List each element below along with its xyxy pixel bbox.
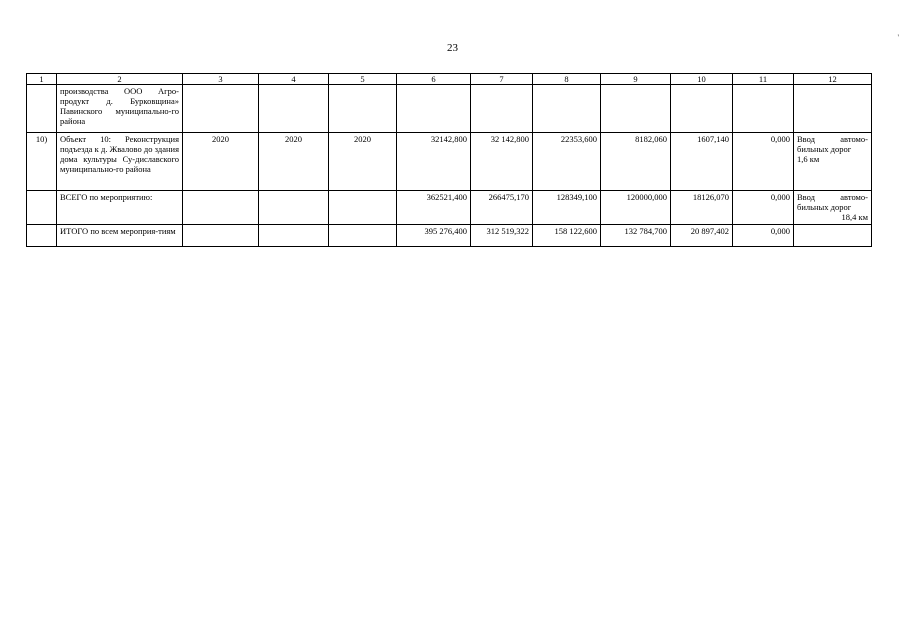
description-cell: ВСЕГО по мероприятию:: [57, 191, 183, 225]
cell-col9: 132 784,700: [601, 225, 671, 247]
col-header-10: 10: [671, 74, 733, 85]
description-cell: ИТОГО по всем мероприя-тиям: [57, 225, 183, 247]
cell-col5: [329, 85, 397, 133]
cell-col3: 2020: [183, 133, 259, 191]
cell-col3: [183, 85, 259, 133]
cell-col11: 0,000: [733, 191, 794, 225]
cell-col6: 32142,800: [397, 133, 471, 191]
description-cell: производства ООО Агро-продукт д. Бурковщина» Павинского муниципально-го района: [57, 85, 183, 133]
data-table: [26, 73, 872, 247]
table-row: [27, 85, 872, 133]
col-header-9: 9: [601, 74, 671, 85]
table-row: [27, 191, 872, 225]
cell-col6: [397, 85, 471, 133]
cell-col10: [671, 85, 733, 133]
cell-col7: 32 142,800: [471, 133, 533, 191]
row-number-cell: [27, 191, 57, 225]
row-number-cell: [27, 225, 57, 247]
page-number: 23: [447, 42, 458, 54]
cell-col7: 266475,170: [471, 191, 533, 225]
row-number-cell: 10): [27, 133, 57, 191]
cell-col10: 18126,070: [671, 191, 733, 225]
cell-col10: 20 897,402: [671, 225, 733, 247]
cell-col8: 22353,600: [533, 133, 601, 191]
col-header-3: 3: [183, 74, 259, 85]
cell-col6: 395 276,400: [397, 225, 471, 247]
table-row: [27, 133, 872, 191]
col-header-1: 1: [27, 74, 57, 85]
cell-col6: 362521,400: [397, 191, 471, 225]
col-header-12: 12: [794, 74, 872, 85]
cell-col4: [259, 225, 329, 247]
cell-col12: [794, 191, 872, 225]
cell-col4: [259, 85, 329, 133]
cell-col12: [794, 133, 872, 191]
col-header-5: 5: [329, 74, 397, 85]
cell-col11: 0,000: [733, 225, 794, 247]
note-text: Ввод автомо-бильных дорог: [797, 192, 868, 212]
description-cell: Объект 10: Реконструкция подъезда к д. Жвалово до здания дома культуры Су-диславского муниципально-го района: [57, 133, 183, 191]
cell-col3: [183, 191, 259, 225]
cell-col11: [733, 85, 794, 133]
cell-col8: 128349,100: [533, 191, 601, 225]
cell-col8: 158 122,600: [533, 225, 601, 247]
col-header-8: 8: [533, 74, 601, 85]
col-header-11: 11: [733, 74, 794, 85]
column-number-header-row: [27, 74, 872, 85]
col-header-2: 2: [57, 74, 183, 85]
corner-mark: ': [897, 33, 899, 42]
cell-col10: 1607,140: [671, 133, 733, 191]
cell-col8: [533, 85, 601, 133]
cell-col7: [471, 85, 533, 133]
row-number-cell: [27, 85, 57, 133]
cell-col4: 2020: [259, 133, 329, 191]
cell-col9: 8182,060: [601, 133, 671, 191]
cell-col4: [259, 191, 329, 225]
col-header-6: 6: [397, 74, 471, 85]
note-length: 1,6 км: [797, 154, 820, 164]
table-row: [27, 225, 872, 247]
cell-col3: [183, 225, 259, 247]
cell-col5: [329, 225, 397, 247]
col-header-4: 4: [259, 74, 329, 85]
cell-col9: [601, 85, 671, 133]
cell-col11: 0,000: [733, 133, 794, 191]
cell-col5: 2020: [329, 133, 397, 191]
note-text: Ввод автомо-бильных дорог: [797, 134, 868, 154]
note-length: 18,4 км: [841, 212, 868, 222]
col-header-7: 7: [471, 74, 533, 85]
cell-col7: 312 519,322: [471, 225, 533, 247]
cell-col5: [329, 191, 397, 225]
cell-col12: [794, 225, 872, 247]
cell-col9: 120000,000: [601, 191, 671, 225]
cell-col12: [794, 85, 872, 133]
